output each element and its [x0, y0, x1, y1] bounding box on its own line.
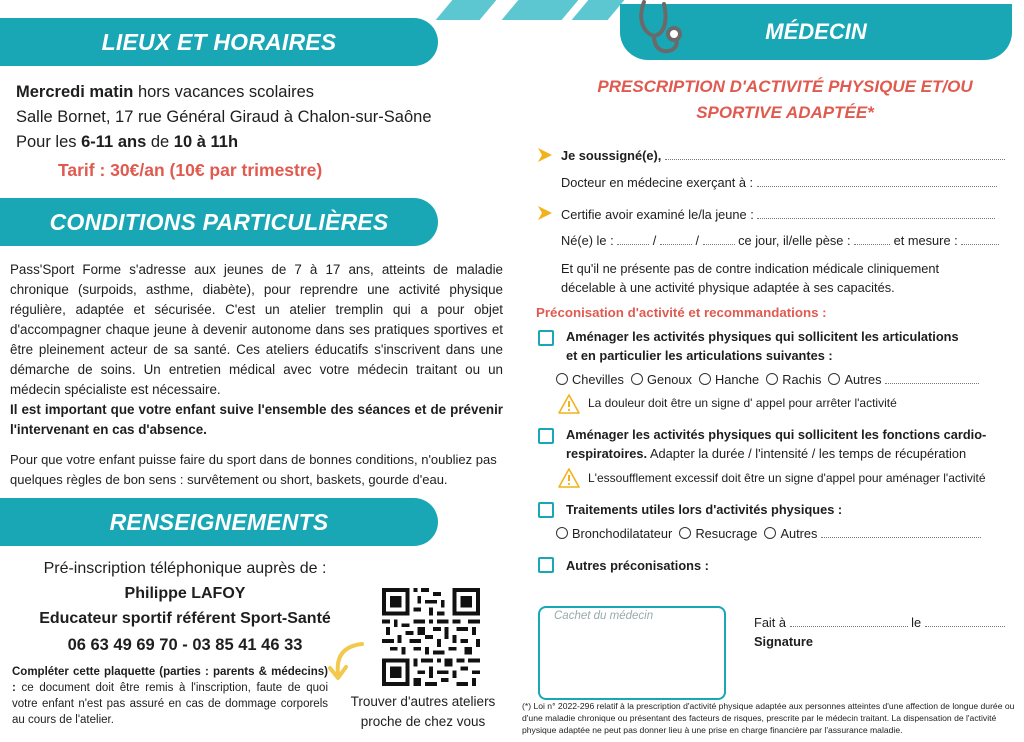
preconisation-heading: Préconisation d'activité et recommandations :: [536, 305, 827, 320]
radio-circle-icon[interactable]: [679, 527, 691, 539]
trouver-ateliers: Trouver d'autres ateliers proche de chez vous: [350, 694, 496, 729]
naissance-line: [561, 233, 999, 248]
stethoscope-icon: [634, 0, 686, 60]
slash: /: [695, 233, 699, 248]
radio-genoux[interactable]: [631, 372, 692, 387]
radio-resucrage[interactable]: [679, 526, 757, 541]
radio-autres-traitement[interactable]: [764, 526, 817, 541]
certifie-field[interactable]: [757, 207, 995, 219]
joint-label: Hanche: [715, 372, 760, 387]
age-line: [16, 130, 432, 155]
weight-field[interactable]: [854, 233, 890, 245]
soussigne-line: [561, 148, 1005, 163]
treatment-label: Bronchodilatateur: [572, 526, 673, 541]
chevron-right-icon: [538, 206, 552, 220]
articulations-checkbox[interactable]: [538, 330, 554, 346]
birth-day-field[interactable]: [617, 233, 649, 245]
joints-row: [556, 372, 979, 387]
soussigne-field[interactable]: [665, 148, 1005, 160]
height-field[interactable]: [961, 233, 999, 245]
day-line: [16, 80, 432, 105]
autres-preconisations-checkbox[interactable]: [538, 557, 554, 573]
joint-label: Chevilles: [572, 372, 624, 387]
time-bold: 10 à 11h: [173, 133, 239, 151]
contact-phones[interactable]: 06 63 49 69 70 - 03 85 41 46 33: [67, 636, 303, 654]
decor-stripe: [572, 0, 625, 20]
cachet-box[interactable]: [538, 606, 726, 700]
opt2-line-2: [566, 446, 966, 461]
joint-label: Autres: [844, 372, 882, 387]
le-label: le: [911, 615, 922, 630]
radio-hanche[interactable]: [699, 372, 759, 387]
fait-a-field[interactable]: [790, 615, 908, 627]
completer-bold: Compléter cette plaquette (parties : parents & médecins) :: [12, 666, 328, 694]
opt1-line-1: Aménager les activités physiques qui sollicitent les articulations: [566, 329, 959, 344]
pre-inscription: Pré-inscription téléphonique auprès de :: [43, 560, 327, 577]
soussigne-label: Je soussigné(e),: [561, 148, 662, 163]
traitements-checkbox[interactable]: [538, 502, 554, 518]
warning-1: La douleur doit être un signe d' appel pour arrêter l'activité: [588, 396, 897, 410]
day-rest: hors vacances scolaires: [133, 83, 315, 101]
lieux-title: LIEUX ET HORAIRES: [101, 28, 337, 55]
conditions-text: [10, 260, 503, 490]
radio-circle-icon[interactable]: [764, 527, 776, 539]
opt2-rest: Adapter la durée / l'intensité / les temps de récupération: [647, 446, 967, 461]
warning-icon: [558, 468, 580, 488]
contact-name: Philippe LAFOY: [124, 585, 246, 602]
age-pre: Pour les: [16, 133, 82, 151]
address-line: Salle Bornet, 17 rue Général Giraud à Chalon-sur-Saône: [16, 108, 432, 126]
chevron-right-icon: [538, 148, 552, 162]
certifie-label: Certifie avoir examiné le/la jeune :: [561, 207, 754, 222]
radio-circle-icon[interactable]: [556, 527, 568, 539]
et-mesure-label: et mesure :: [893, 233, 958, 248]
ce-jour-label: ce jour, il/elle pèse :: [738, 233, 851, 248]
radio-circle-icon[interactable]: [766, 373, 778, 385]
age-bold: 6-11 ans: [81, 133, 147, 151]
prescription-title: PRESCRIPTION D'ACTIVITÉ PHYSIQUE ET/OU SPORTIVE ADAPTÉE*: [597, 77, 973, 122]
joint-label: Genoux: [647, 372, 692, 387]
treatment-label: Resucrage: [695, 526, 758, 541]
age-mid: de: [146, 133, 174, 151]
autres-treatment-field[interactable]: [821, 526, 981, 538]
lieux-banner: [0, 18, 438, 66]
radio-chevilles[interactable]: [556, 372, 624, 387]
conditions-p1: Pass'Sport Forme s'adresse aux jeunes de 7 à 17 ans, atteints de maladie chronique (surpoids, asthme, diabète), pour reprendre une activité physique régulière, adaptée et sécurisée. C'est un atelier tremplin qui a pour objet d'accompagner chaque jeune à devenir autonome dans ses pratiques sportives et être pleinement acteur de sa santé. Ces ateliers éducatifs s'inscrivent dans une démarche de soins. Un entretien médical avec votre médecin traitant ou un médecin spécialiste est nécessaire.: [10, 262, 503, 397]
renseignements-banner: [0, 498, 438, 546]
decor-stripe: [502, 0, 579, 20]
medecin-title: MÉDECIN: [765, 19, 867, 44]
fait-a-label: Fait à: [754, 615, 787, 630]
warning-icon: [558, 394, 580, 414]
opt2-line-1: Aménager les activités physiques qui sollicitent les fonctions cardio-: [566, 427, 987, 442]
conditions-p3: Pour que votre enfant puisse faire du sport dans de bonnes conditions, n'oubliez pas quelques règles de bon sens : survêtement ou short, baskets, gourde d'eau.: [10, 452, 497, 487]
radio-circle-icon[interactable]: [556, 373, 568, 385]
lieux-block: [16, 80, 432, 155]
slash: /: [652, 233, 657, 248]
curved-arrow-icon: [326, 640, 366, 684]
certifie-line: [561, 207, 995, 222]
docteur-field[interactable]: [757, 175, 997, 187]
birth-month-field[interactable]: [660, 233, 692, 245]
conditions-p2: Il est important que votre enfant suive l'ensemble des séances et de prévenir l'intervenant en cas d'absence.: [10, 402, 503, 437]
docteur-line: [561, 175, 997, 190]
tarif: Tarif : 30€/an (10€ par trimestre): [58, 160, 323, 180]
conditions-title: CONDITIONS PARTICULIÈRES: [49, 208, 389, 235]
opt1-line-2: et en particulier les articulations suivantes :: [566, 348, 833, 363]
footnote: (*) Loi n° 2022-296 relatif à la prescription d'activité physique adaptée aux personnes atteintes d'une affection de longue durée ou d'une maladie chronique ou présentant des facteurs de risques, prescrite par le médecin traitant. La dispensation de l'activité physique adaptée ne peut pas donner lieu à une prise en charge financière par l'assurance maladie.: [522, 701, 1015, 735]
cardio-checkbox[interactable]: [538, 428, 554, 444]
contre-line-1: Et qu'il ne présente pas de contre indication médicale cliniquement: [561, 261, 940, 276]
radio-bronchodilatateur[interactable]: [556, 526, 672, 541]
decor-stripe: [436, 0, 497, 20]
day-bold: Mercredi matin: [16, 83, 134, 101]
autres-joint-field[interactable]: [885, 372, 979, 384]
docteur-label: Docteur en médecine exerçant à :: [561, 175, 754, 190]
conditions-banner: [0, 198, 438, 246]
birth-year-field[interactable]: [703, 233, 735, 245]
renseignements-title: RENSEIGNEMENTS: [109, 508, 329, 535]
radio-circle-icon[interactable]: [828, 373, 840, 385]
completer-note: [12, 664, 328, 728]
radio-rachis[interactable]: [766, 372, 821, 387]
cachet-label: Cachet du médecin: [554, 610, 654, 622]
treatments-row: [556, 526, 981, 541]
radio-autres[interactable]: [828, 372, 881, 387]
fait-a-line: [754, 615, 1005, 630]
qr-code[interactable]: [382, 588, 480, 686]
date-field[interactable]: [925, 615, 1005, 627]
radio-circle-icon[interactable]: [699, 373, 711, 385]
completer-rest: ce document doit être remis à l'inscription, faute de quoi votre enfant n'est pas assuré en cas de dommage corporels au cours de l'atelier.: [12, 682, 328, 726]
warning-2: L'essoufflement excessif doit être un signe d'appel pour aménager l'activité: [588, 471, 986, 485]
contre-line-2: décelable à une activité physique adaptée à ses capacités.: [561, 280, 895, 295]
radio-circle-icon[interactable]: [631, 373, 643, 385]
opt2-bold: respiratoires.: [566, 446, 648, 461]
treatment-label: Autres: [780, 526, 818, 541]
opt4-label: Autres préconisations :: [566, 558, 709, 573]
opt3-label: Traitements utiles lors d'activités physiques :: [566, 502, 843, 517]
joint-label: Rachis: [782, 372, 822, 387]
ne-le-label: Né(e) le :: [561, 233, 614, 248]
signature-label: Signature: [754, 634, 814, 649]
contact-role: Educateur sportif référent Sport-Santé: [39, 610, 331, 627]
